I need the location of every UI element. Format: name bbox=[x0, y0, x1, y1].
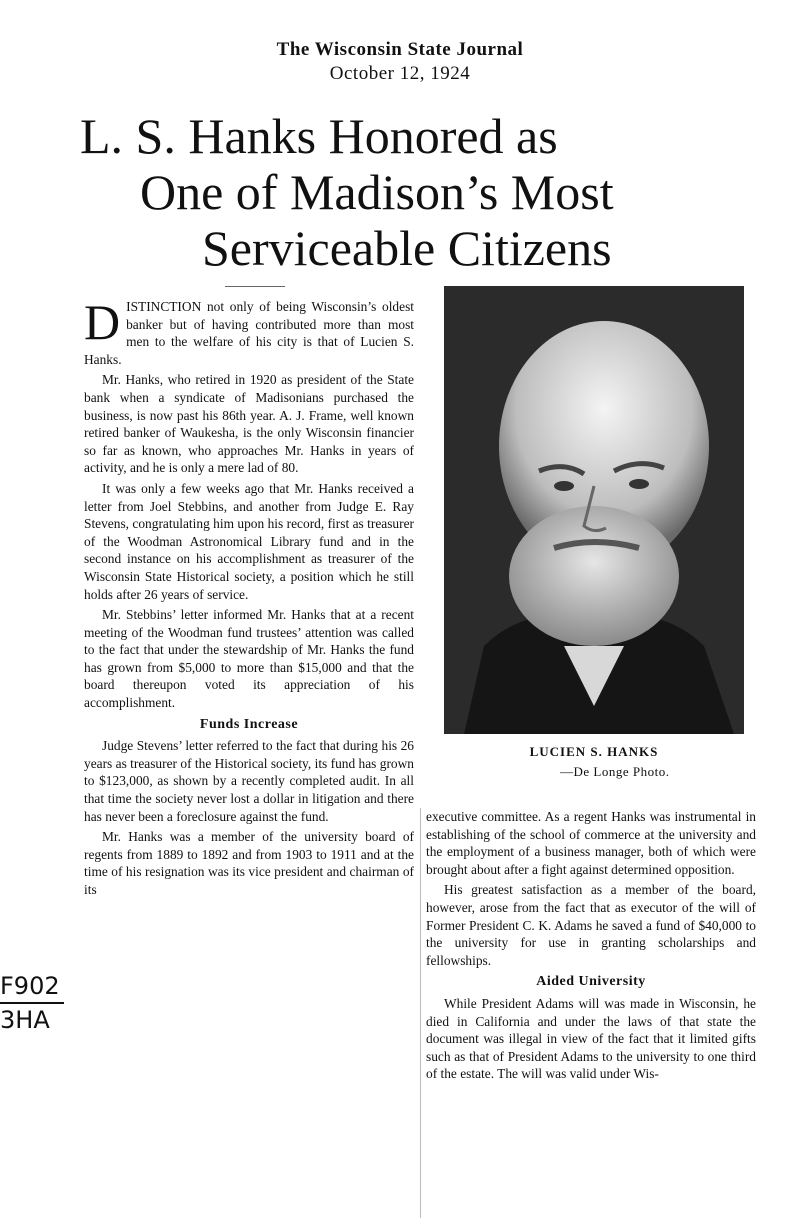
margin-note-line-1: F902 bbox=[0, 970, 64, 1004]
article-paragraph: While President Adams will was made in Wisconsin, he died in California and under the laws of that state the document was illegal in view of the fact that it limited gifts such as that of President Adams to the university to one third of the estate. The will was valid under Wis- bbox=[426, 995, 756, 1082]
photo-caption: LUCIEN S. HANKS bbox=[529, 744, 659, 759]
headline-line-2: One of Madison’s Most bbox=[140, 164, 614, 220]
headline-line-1: L. S. Hanks Honored as bbox=[80, 108, 558, 164]
subheading: Funds Increase bbox=[199, 716, 299, 732]
headline bbox=[80, 108, 760, 276]
article-paragraph-text: ISTINCTION not only of being Wisconsin’s oldest banker but of having contributed more than most men to the welfare of his city is that of Lucien S. Hanks. bbox=[84, 299, 414, 367]
photo-credit: —De Longe Photo. bbox=[560, 764, 670, 779]
article-column-left bbox=[84, 294, 414, 902]
subheading: Aided University bbox=[536, 974, 646, 990]
article-paragraph: Mr. Hanks, who retired in 1920 as president of the State bank when a syndicate of Madisonians purchased the business, is now past his 86th year. A. J. Frame, well known retired banker of Waukesha, is the only Wisconsin financier so far as known, who approaches Mr. Hanks in years of activity, and he is only a mere lad of 80. bbox=[84, 372, 414, 476]
publication-name: The Wisconsin State Journal bbox=[276, 39, 524, 60]
portrait-photo bbox=[444, 286, 744, 734]
article-paragraph: His greatest satisfaction as a member of the board, however, arose from the fact that as executor of the will of Former President C. K. Adams he saved a fund of $40,000 to the university for use in granting scholarships and fellowships. bbox=[426, 882, 756, 968]
article-paragraph: Mr. Stebbins’ letter informed Mr. Hanks that at a recent meeting of the Woodman fund trustees’ attention was called to the fact that under the stewardship of Mr. Hanks the fund has grown from $5,000 to more than $15,000 and that the board thereupon voted its appreciation of his accomplishment. bbox=[84, 607, 414, 711]
handwritten-margin-note bbox=[0, 970, 70, 1036]
article-paragraph: Mr. Hanks was a member of the university board of regents from 1889 to 1892 and from 1903 to 1911 and at the time of his resignation was its vice president and chairman of its bbox=[84, 829, 414, 897]
article-column-right bbox=[426, 808, 756, 1086]
margin-note-line-2: 3HA bbox=[0, 1006, 50, 1034]
headline-line-3: Serviceable Citizens bbox=[202, 220, 612, 276]
article-paragraph: Judge Stevens’ letter referred to the fact that during his 26 years as treasurer of the Historical society, its fund has grown to $123,000, as shown by a recently completed audit. In all that time the society never lost a dollar in litigation and there has never been a foreclosure against the fund. bbox=[84, 738, 414, 824]
headline-divider bbox=[225, 286, 285, 287]
drop-cap: D bbox=[84, 294, 121, 350]
portrait-illustration bbox=[444, 286, 744, 734]
article-paragraph: executive committee. As a regent Hanks was instrumental in establishing of the school of commerce at the university and the employment of a business manager, both of which were brought about after a fight against determined opposition. bbox=[426, 809, 756, 877]
publication-date: October 12, 1924 bbox=[329, 63, 471, 84]
article-paragraph: It was only a few weeks ago that Mr. Hanks received a letter from Joel Stebbins, and another from Judge E. Ray Stevens, congratulating him upon his record, first as treasurer of the Woodman Astronomical Library fund and in the second instance on his accomplishment as treasurer of the Wisconsin State Historical society, a position which he still holds after 26 years of service. bbox=[84, 480, 414, 602]
column-divider bbox=[420, 808, 421, 1218]
masthead bbox=[0, 38, 780, 86]
article-paragraph bbox=[84, 294, 414, 368]
